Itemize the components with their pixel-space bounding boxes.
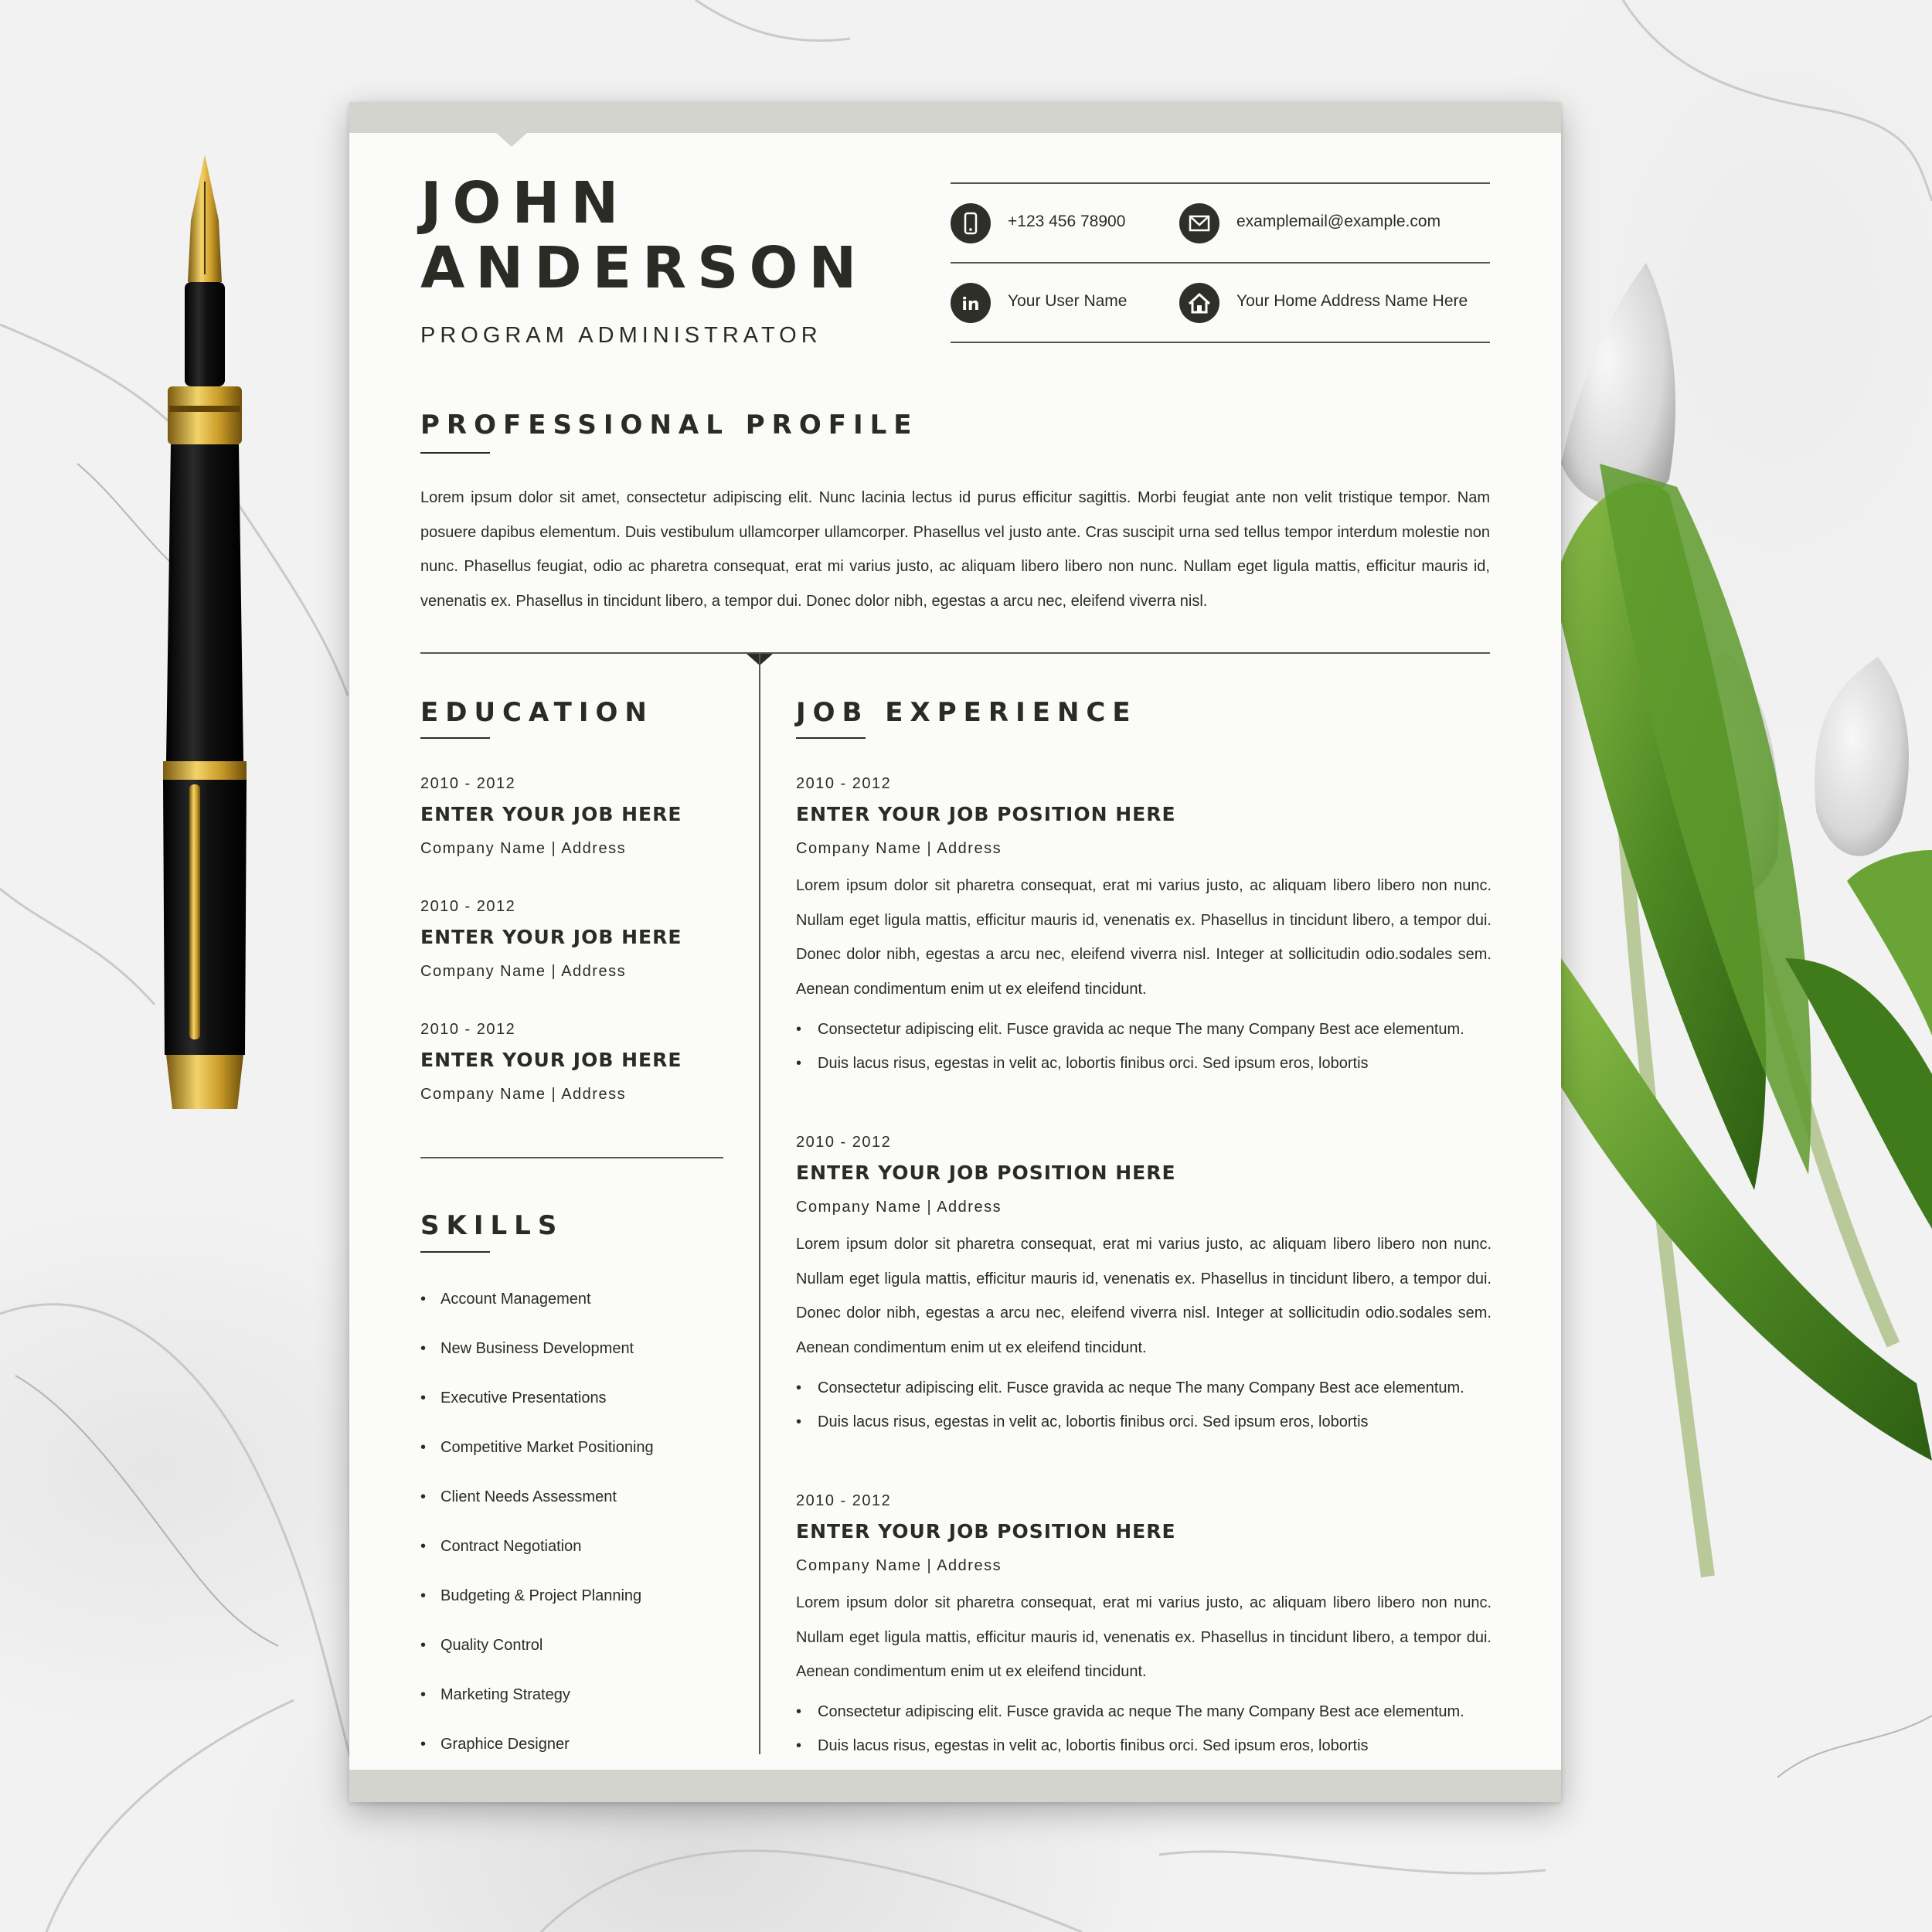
job-bullet: • Duis lacus risus, egestas in velit ac, lobortis finibus orci. Sed ipsum eros, lobortis bbox=[796, 1055, 1369, 1072]
contact-rule-bottom bbox=[951, 342, 1490, 343]
job-bullet-text: Consectetur adipiscing elit. Fusce gravida ac neque The many Company Best ace elementum. bbox=[818, 1703, 1464, 1720]
education-heading: EDUCATION bbox=[420, 697, 654, 728]
job-years: 2010 - 2012 bbox=[796, 1492, 892, 1509]
contact-rule-middle bbox=[951, 262, 1490, 264]
skill-item: • Account Management bbox=[420, 1291, 591, 1308]
skill-label: Account Management bbox=[440, 1291, 591, 1308]
profile-heading-underline bbox=[420, 452, 490, 454]
last-name: ANDERSON bbox=[420, 235, 868, 301]
skill-item: • Competitive Market Positioning bbox=[420, 1439, 654, 1456]
job-bullet: • Duis lacus risus, egestas in velit ac, lobortis finibus orci. Sed ipsum eros, lobortis bbox=[796, 1737, 1369, 1754]
job-role: PROGRAM ADMINISTRATOR bbox=[420, 323, 822, 348]
top-band bbox=[349, 102, 1561, 133]
job-title: ENTER YOUR JOB POSITION HERE bbox=[796, 1520, 1176, 1543]
top-band-notch bbox=[496, 133, 527, 147]
job-bullet-text: Consectetur adipiscing elit. Fusce gravida ac neque The many Company Best ace elementum. bbox=[818, 1021, 1464, 1038]
job-bullet-text: Duis lacus risus, egestas in velit ac, lobortis finibus orci. Sed ipsum eros, lobortis bbox=[818, 1055, 1369, 1072]
skill-item: • Client Needs Assessment bbox=[420, 1488, 617, 1505]
job-bullet-text: Duis lacus risus, egestas in velit ac, lobortis finibus orci. Sed ipsum eros, lobortis bbox=[818, 1413, 1369, 1430]
education-title: ENTER YOUR JOB HERE bbox=[420, 1049, 682, 1071]
first-name: JOHN bbox=[420, 170, 630, 236]
education-company: Company Name | Address bbox=[420, 1086, 627, 1103]
job-years: 2010 - 2012 bbox=[796, 775, 892, 792]
skill-label: New Business Development bbox=[440, 1340, 634, 1357]
skill-item: • Executive Presentations bbox=[420, 1389, 607, 1406]
education-years: 2010 - 2012 bbox=[420, 775, 516, 792]
linkedin-text: Your User Name bbox=[1008, 292, 1128, 310]
experience-heading: JOB EXPERIENCE bbox=[796, 697, 1138, 728]
job-description: Lorem ipsum dolor sit pharetra consequat, erat mi varius justo, ac aliquam libero libero non nunc. Nullam eget ligula mattis, efficitur mauris id, venenatis ex. Phasellus in tincidunt libero, a tempor dui. Donec dolor nibh, egestas a arcu nec, eleifend viverra nisl. Integer at sollicitudin odio.sodales sem. Aenean condimentum enim ut ex eleifend tincidunt. bbox=[796, 1236, 1492, 1356]
education-title: ENTER YOUR JOB HERE bbox=[420, 926, 682, 948]
skill-item: • Budgeting & Project Planning bbox=[420, 1587, 642, 1604]
job-description: Lorem ipsum dolor sit pharetra consequat, erat mi varius justo, ac aliquam libero libero non nunc. Nullam eget ligula mattis, efficitur mauris id, venenatis ex. Phasellus in tincidunt libero, a tempor dui. Aenean condimentum enim ut ex eleifend tincidunt. bbox=[796, 1594, 1492, 1680]
education-company: Company Name | Address bbox=[420, 840, 627, 857]
skill-item: • Contract Negotiation bbox=[420, 1538, 582, 1555]
job-years: 2010 - 2012 bbox=[796, 1134, 892, 1151]
education-heading-underline bbox=[420, 737, 490, 739]
address-text: Your Home Address Name Here bbox=[1236, 292, 1468, 310]
education-rule bbox=[420, 1157, 723, 1158]
skill-label: Quality Control bbox=[440, 1637, 543, 1654]
job-description: Lorem ipsum dolor sit pharetra consequat, erat mi varius justo, ac aliquam libero libero non nunc. Nullam eget ligula mattis, efficitur mauris id, venenatis ex. Phasellus in tincidunt libero, a tempor dui. Donec dolor nibh, egestas a arcu nec, eleifend viverra nisl. Integer at sollicitudin odio.sodales sem. Aenean condimentum enim ut ex eleifend tincidunt. bbox=[796, 877, 1492, 998]
skill-label: Contract Negotiation bbox=[440, 1538, 582, 1555]
education-years: 2010 - 2012 bbox=[420, 1021, 516, 1038]
profile-heading: PROFESSIONAL PROFILE bbox=[420, 410, 919, 440]
skill-item: • Graphice Designer bbox=[420, 1736, 570, 1753]
svg-text:in: in bbox=[961, 295, 980, 315]
job-bullet: • Consectetur adipiscing elit. Fusce gravida ac neque The many Company Best ace elementum. bbox=[796, 1379, 1464, 1396]
skill-item: • Quality Control bbox=[420, 1637, 543, 1654]
bottom-band bbox=[349, 1770, 1561, 1802]
job-title: ENTER YOUR JOB POSITION HERE bbox=[796, 1162, 1176, 1184]
skill-item: • New Business Development bbox=[420, 1340, 634, 1357]
job-bullet-text: Duis lacus risus, egestas in velit ac, lobortis finibus orci. Sed ipsum eros, lobortis bbox=[818, 1737, 1369, 1754]
education-company: Company Name | Address bbox=[420, 963, 627, 980]
skill-label: Graphice Designer bbox=[440, 1736, 570, 1753]
fountain-pen-image bbox=[151, 151, 259, 1124]
education-title: ENTER YOUR JOB HERE bbox=[420, 803, 682, 825]
job-company: Company Name | Address bbox=[796, 1199, 1002, 1216]
home-icon bbox=[1179, 283, 1219, 323]
column-divider bbox=[759, 654, 760, 1754]
experience-heading-underline bbox=[796, 737, 866, 739]
job-bullet-text: Consectetur adipiscing elit. Fusce gravida ac neque The many Company Best ace elementum. bbox=[818, 1379, 1464, 1396]
skill-label: Competitive Market Positioning bbox=[440, 1439, 654, 1456]
job-bullet: • Consectetur adipiscing elit. Fusce gravida ac neque The many Company Best ace elementum. bbox=[796, 1703, 1464, 1720]
skill-label: Client Needs Assessment bbox=[440, 1488, 617, 1505]
skills-heading-underline bbox=[420, 1251, 490, 1253]
skill-item: • Marketing Strategy bbox=[420, 1686, 570, 1703]
contact-rule-top bbox=[951, 182, 1490, 184]
job-company: Company Name | Address bbox=[796, 840, 1002, 857]
email-text: examplemail@example.com bbox=[1236, 213, 1441, 230]
tulips-image bbox=[1553, 263, 1932, 1592]
job-company: Company Name | Address bbox=[796, 1557, 1002, 1574]
skill-label: Budgeting & Project Planning bbox=[440, 1587, 642, 1604]
linkedin-icon bbox=[951, 283, 991, 323]
phone-text: +123 456 78900 bbox=[1008, 213, 1126, 230]
skills-heading: SKILLS bbox=[420, 1210, 564, 1241]
envelope-icon bbox=[1179, 203, 1219, 243]
job-bullet: • Consectetur adipiscing elit. Fusce gravida ac neque The many Company Best ace elementum. bbox=[796, 1021, 1464, 1038]
job-title: ENTER YOUR JOB POSITION HERE bbox=[796, 803, 1176, 825]
job-bullet: • Duis lacus risus, egestas in velit ac, lobortis finibus orci. Sed ipsum eros, lobortis bbox=[796, 1413, 1369, 1430]
education-years: 2010 - 2012 bbox=[420, 898, 516, 915]
phone-icon bbox=[951, 203, 991, 243]
skill-label: Marketing Strategy bbox=[440, 1686, 570, 1703]
skill-label: Executive Presentations bbox=[440, 1389, 607, 1406]
profile-text: Lorem ipsum dolor sit amet, consectetur adipiscing elit. Nunc lacinia lectus id purus efficitur sagittis. Morbi feugiat ante non velit tristique tempor. Nam posuere dapibus elementum. Duis vestibulum ullamcorper ullamcorper. Phasellus vel justo ante. Cras suscipit urna sed tellus tempor interdum molestie non nunc. Phasellus feugiat, odio ac pharetra consequat, erat mi varius justo, ac aliquam libero libero non nunc. Nullam eget ligula mattis, efficitur mauris id, venenatis ex. Phasellus in tincidunt libero, a tempor dui. Donec dolor nibh, egestas a arcu nec, eleifend viverra nisl. bbox=[420, 489, 1490, 610]
resume-page bbox=[349, 102, 1561, 1802]
section-divider bbox=[420, 652, 1490, 654]
